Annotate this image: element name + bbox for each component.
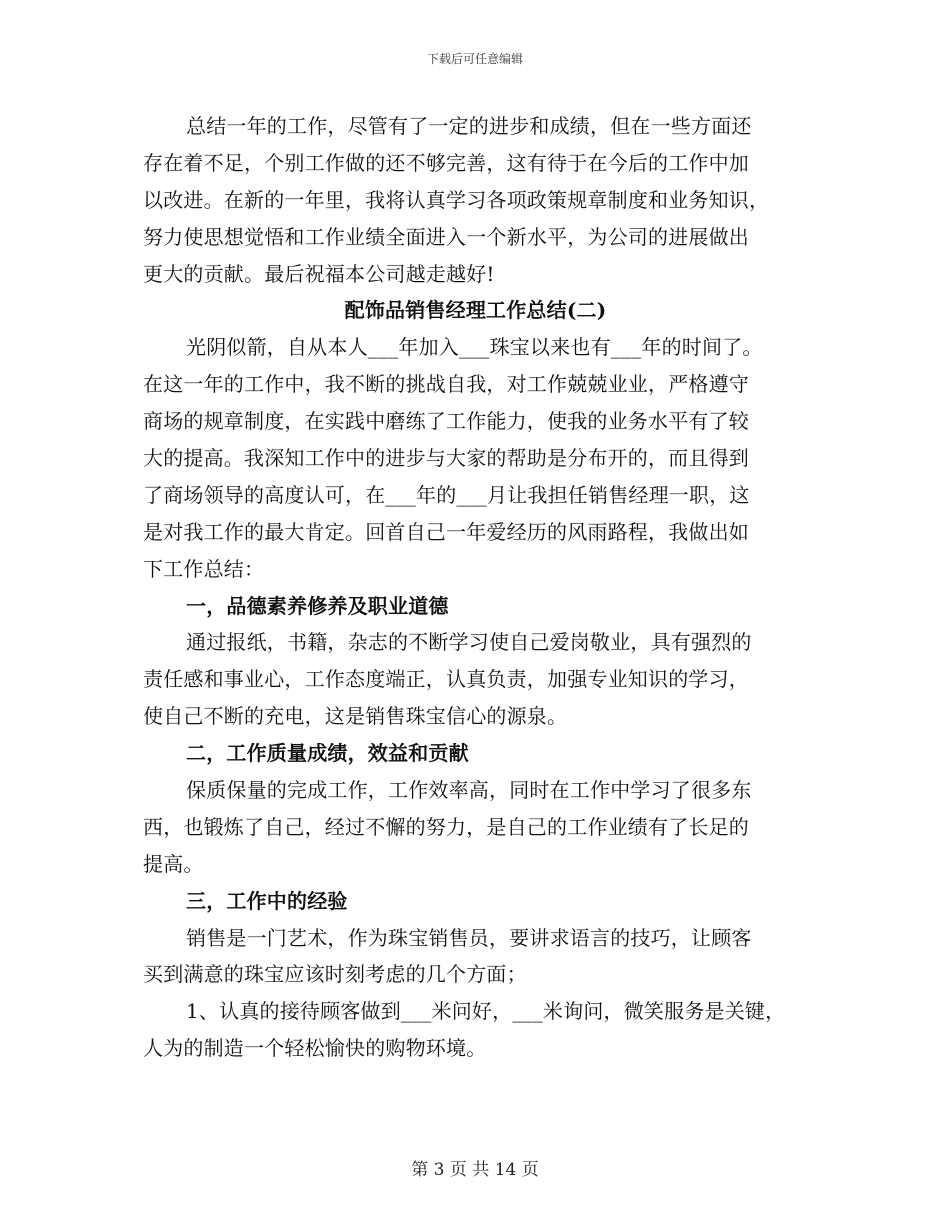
text-line: 提高。 <box>143 851 204 876</box>
page-footer: 第 3 页 共 14 页 <box>411 1160 539 1180</box>
text-line: 保质保量的完成工作，工作效率高，同时在工作中学习了很多东 <box>186 778 752 803</box>
text-line: 下工作总结： <box>143 556 265 581</box>
text-line: 总结一年的工作，尽管有了一定的进步和成绩，但在一些方面还 <box>186 114 752 138</box>
document-body <box>143 108 808 1067</box>
text-line: 光阴似箭，自从本人___年加入___珠宝以来也有___年的时间了。 <box>186 335 763 360</box>
text-line: 销售是一门艺术，作为珠宝销售员，要讲求语言的技巧，让顾客 <box>186 925 752 950</box>
text-line: 商场的规章制度，在实践中磨练了工作能力，使我的业务水平有了较 <box>143 409 749 434</box>
text-line: 人为的制造一个轻松愉快的购物环境。 <box>143 1036 487 1061</box>
text-line: 通过报纸，书籍，杂志的不断学习使自己爱岗敬业，具有强烈的 <box>186 630 752 655</box>
text-line: 责任感和事业心，工作态度端正，认真负责，加强专业知识的学习， <box>143 667 749 692</box>
text-line: 使自己不断的充电，这是销售珠宝信心的源泉。 <box>143 704 568 729</box>
text-line: 存在着不足，个别工作做的还不够完善，这有待于在今后的工作中加 <box>143 150 749 175</box>
text-line: 是对我工作的最大肯定。回首自己一年爱经历的风雨路程，我做出如 <box>143 519 749 544</box>
page-header: 下载后可任意编辑 <box>426 52 523 66</box>
text-line: 大的提高。我深知工作中的进步与大家的帮助是分布开的，而且得到 <box>143 446 749 471</box>
text-line: 买到满意的珠宝应该时刻考虑的几个方面； <box>143 962 527 987</box>
text-line: 了商场领导的高度认可，在___年的___月让我担任销售经理一职，这 <box>143 482 750 507</box>
text-line: 更大的贡献。最后祝福本公司越走越好! <box>143 261 495 286</box>
text-line: 在这一年的工作中，我不断的挑战自我，对工作兢兢业业，严格遵守 <box>143 372 749 397</box>
text-line: 以改进。在新的一年里，我将认真学习各项政策规章制度和业务知识， <box>143 187 770 212</box>
text-line: 西，也锻炼了自己，经过不懈的努力，是自己的工作业绩有了长足的 <box>143 814 749 839</box>
section-heading: 二，工作质量成绩，效益和贡献 <box>186 741 469 766</box>
text-line: 努力使思想觉悟和工作业绩全面进入一个新水平，为公司的进展做出 <box>143 224 749 249</box>
text-line: 1、认真的接待顾客做到___米问好，___米询问，微笑服务是关键， <box>186 999 786 1024</box>
section-heading: 三，工作中的经验 <box>186 888 348 913</box>
section-title: 配饰品销售经理工作总结(二) <box>344 298 607 323</box>
section-heading: 一，品德素养修养及职业道德 <box>186 593 449 618</box>
